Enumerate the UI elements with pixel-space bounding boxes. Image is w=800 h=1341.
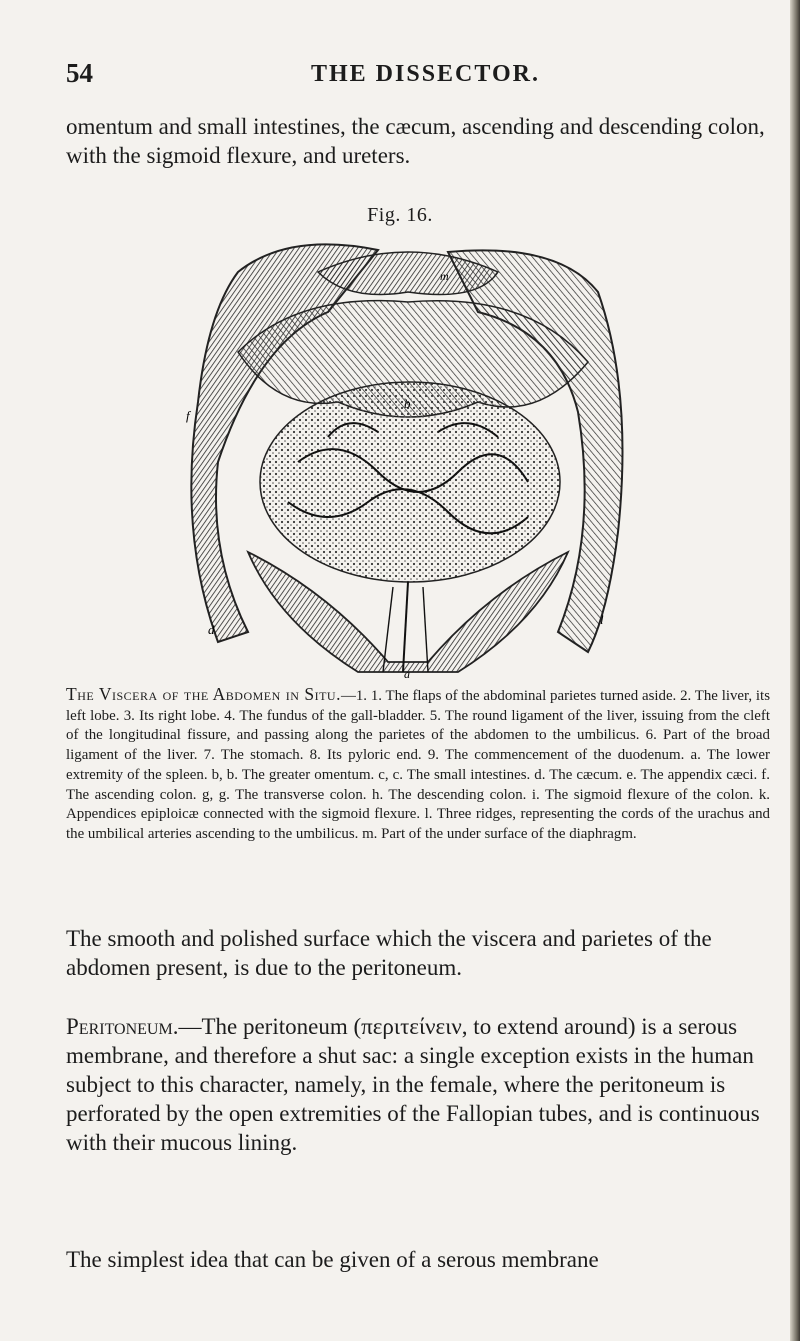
caption-title: The Viscera of the Abdomen in Situ.: [66, 684, 341, 704]
paragraph-intro: omentum and small intestines, the cæcum, ascending and descending colon, with the sigmoid flexure, and ureters.: [66, 114, 765, 168]
intestines: [260, 382, 560, 582]
peritoneum-heading: Peritoneum.: [66, 1014, 179, 1039]
marker-d: d: [208, 622, 215, 637]
marker-b: b: [404, 396, 411, 411]
page-edge: [790, 0, 800, 1341]
abdomen-illustration: [178, 232, 634, 680]
figure-label: Fig. 16.: [367, 204, 433, 226]
paragraph-smooth: The smooth and polished surface which the viscera and parietes of the abdomen present, is due to the peritoneum.: [66, 926, 712, 980]
marker-l: l: [600, 612, 604, 627]
marker-f: f: [186, 408, 190, 423]
running-title: THE DISSECTOR.: [311, 61, 540, 87]
anatomical-figure: [178, 232, 634, 680]
peritoneum-body: —The peritoneum (περιτείνειν, to extend around) is a serous membrane, and therefore a shut sac: a single exception exists in the human subject to this character, namely, in the female, where the peritoneum is perforated by the open extremities of the Fallopian tubes, and is continuous with their mucous lining.: [66, 1014, 760, 1155]
marker-a: a: [404, 667, 410, 680]
running-head: [66, 58, 766, 88]
page-number: 54: [66, 58, 93, 88]
paragraph-simplest: The simplest idea that can be given of a serous membrane: [66, 1247, 599, 1272]
figure-caption: [66, 685, 770, 845]
marker-m: m: [440, 269, 449, 283]
caption-body: —1. 1. The flaps of the abdominal parietes turned aside. 2. The liver, its left lobe. 3. Its right lobe. 4. The fundus of the gall-bladder. 5. The round ligament of the liver, issuing from the cleft of the longitudinal fissure, and passing along the parietes of the abdomen to the umbilicus. 6. Part of the broad ligament of the liver. 7. The stomach. 8. Its pyloric end. 9. The commencement of the duodenum. a. The lower extremity of the spleen. b, b. The greater omentum. c, c. The small intestines. d. The cæcum. e. The appendix cæci. f. The ascending colon. g, g. The transverse colon. h. The descending colon. i. The sigmoid flexure of the colon. k. Appendices epiploicæ connected with the sigmoid flexure. l. Three ridges, representing the cords of the urachus and the umbilical arteries ascending to the umbilicus. m. Part of the under surface of the diaphragm.: [66, 688, 770, 842]
paragraph-peritoneum: [66, 1012, 770, 1157]
